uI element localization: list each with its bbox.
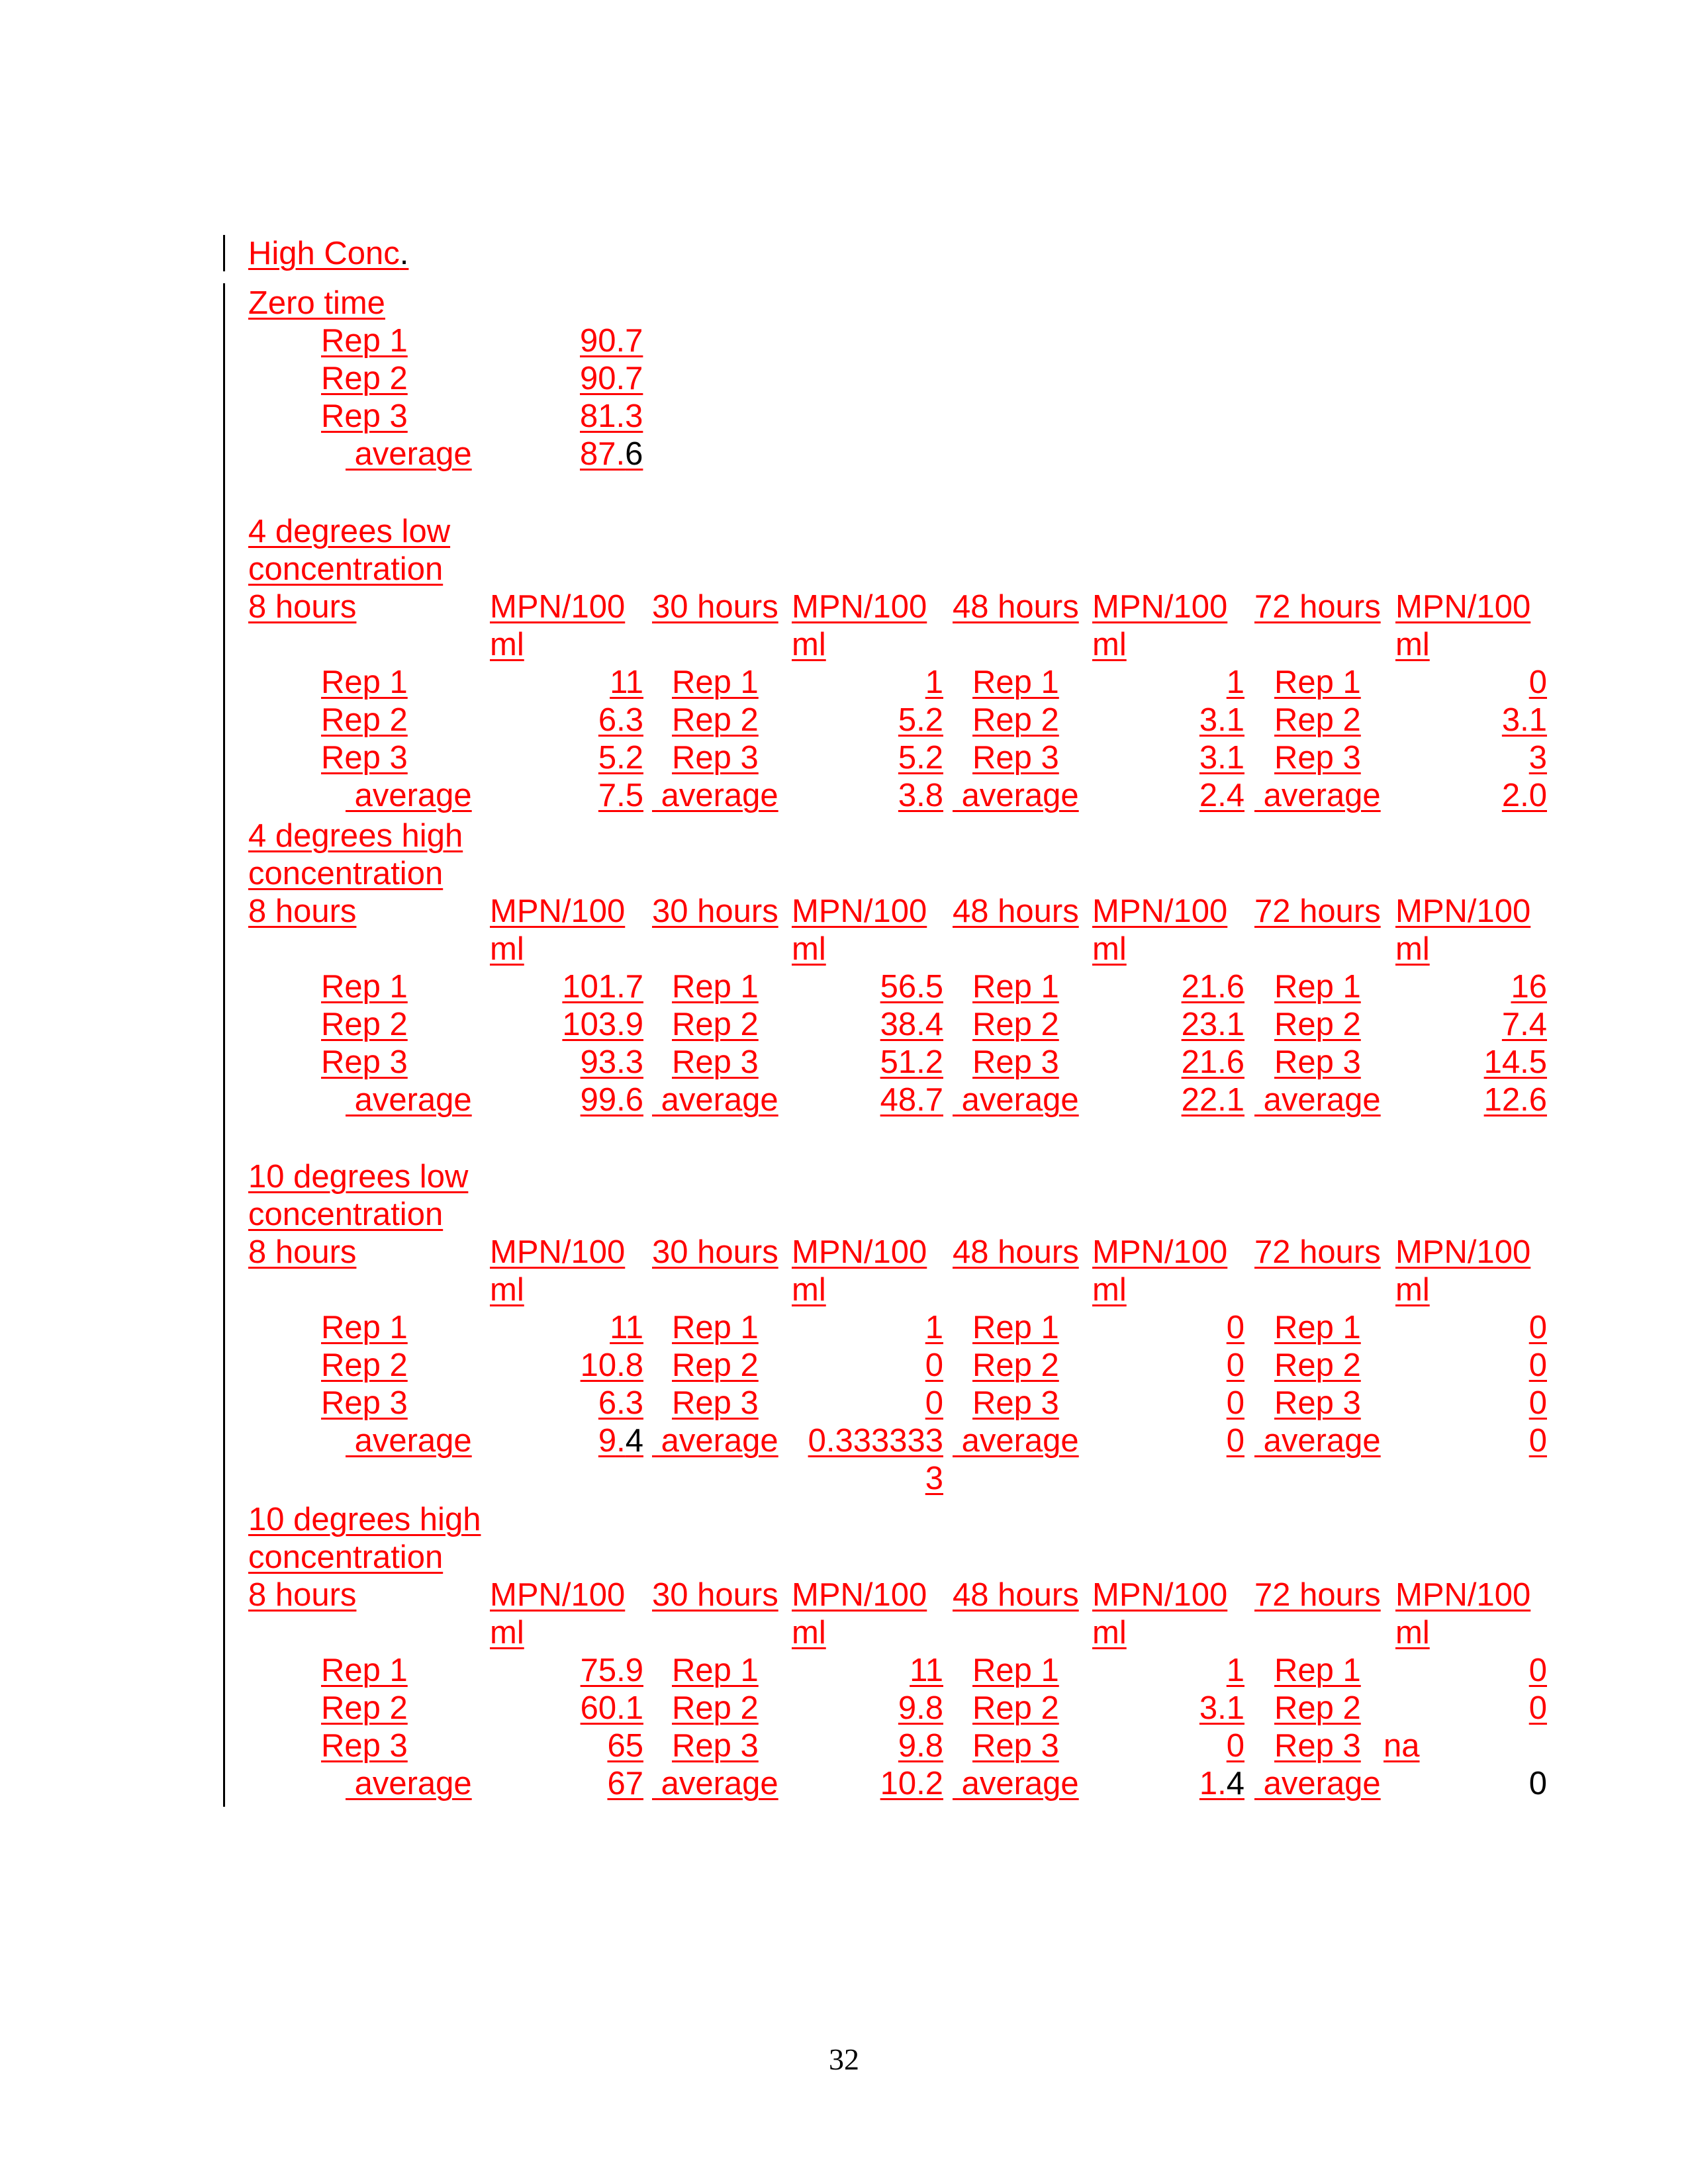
col-header-8-hours: 8 hours: [248, 893, 357, 929]
col-header-ml: ml: [1395, 1272, 1430, 1308]
average-value: 67: [607, 1766, 643, 1801]
col-header-8-hours: 8 hours: [248, 1577, 357, 1613]
col-header-mpn: MPN/100: [792, 893, 927, 929]
cell-value: 21.6: [1181, 969, 1244, 1005]
rep-label: Rep 2: [1274, 1347, 1361, 1383]
rep-label: Rep 3: [1274, 1385, 1361, 1421]
rep-label: Rep 1: [672, 1653, 759, 1688]
rep-label: Rep 3: [1274, 740, 1361, 776]
average-value: 22.1: [1181, 1082, 1244, 1118]
section-title: concentration: [248, 551, 444, 587]
revision-bar: [223, 235, 225, 271]
col-header-72-hours: 72 hours: [1254, 1577, 1381, 1613]
cell-value: 7.4: [1501, 1007, 1547, 1042]
col-header-8-hours: 8 hours: [248, 1234, 357, 1270]
col-header-48-hours: 48 hours: [953, 589, 1079, 625]
cell-value: 9.8: [898, 1728, 943, 1764]
average-label: average: [652, 1082, 778, 1118]
rep-label: Rep 3: [672, 1385, 759, 1421]
col-header-ml: ml: [1092, 1615, 1127, 1651]
col-header-mpn: MPN/100: [792, 589, 927, 625]
average-value: 0: [1528, 1423, 1547, 1459]
cell-value: 5.2: [598, 740, 643, 776]
cell-value: 14.5: [1483, 1044, 1547, 1080]
col-header-ml: ml: [1092, 1272, 1127, 1308]
cell-value: 0: [1528, 1690, 1547, 1726]
rep-label: Rep 2: [672, 1690, 759, 1726]
cell-value: 5.2: [898, 740, 943, 776]
zero-average-value: 87.6: [580, 436, 643, 472]
rep-label: Rep 1: [1274, 969, 1361, 1005]
col-header-mpn: MPN/100: [490, 1577, 626, 1613]
cell-value: 3.1: [1501, 702, 1547, 738]
cell-value: 3.1: [1199, 740, 1244, 776]
average-value: 3.8: [898, 778, 943, 813]
average-value: 10.2: [880, 1766, 943, 1801]
col-header-ml: ml: [792, 931, 826, 967]
rep-label: Rep 3: [672, 1044, 759, 1080]
rep-label: Rep 3: [972, 1385, 1059, 1421]
average-value: 48.7: [880, 1082, 943, 1118]
cell-value: 11: [910, 1653, 943, 1688]
cell-value: 9.8: [898, 1690, 943, 1726]
rep-label: Rep 2: [1274, 702, 1361, 738]
col-header-ml: ml: [1395, 931, 1430, 967]
rep-label: Rep 1: [672, 664, 759, 700]
average-value: 2.4: [1199, 778, 1244, 813]
rep-label: Rep 1: [1274, 1653, 1361, 1688]
cell-value: 65: [607, 1728, 643, 1764]
section-title: 4 degrees high: [248, 818, 463, 854]
average-label: average: [652, 1423, 778, 1459]
rep-label: Rep 1: [672, 1310, 759, 1345]
cell-value: 0: [1226, 1347, 1244, 1383]
cell-value: 103.9: [562, 1007, 643, 1042]
cell-value: 6.3: [598, 1385, 643, 1421]
col-header-30-hours: 30 hours: [652, 1234, 778, 1270]
rep-label: Rep 3: [1274, 1044, 1361, 1080]
average-label: average: [953, 1082, 1079, 1118]
rep-label: Rep 1: [672, 969, 759, 1005]
rep-label: Rep 1: [972, 969, 1059, 1005]
cell-value: 0: [925, 1385, 943, 1421]
rep-label: Rep 2: [321, 1347, 408, 1383]
rep-label: Rep 2: [321, 702, 408, 738]
cell-value: 5.2: [898, 702, 943, 738]
col-header-30-hours: 30 hours: [652, 589, 778, 625]
section-title: 4 degrees low: [248, 514, 451, 549]
rep-label: Rep 1: [321, 1653, 408, 1688]
col-header-8-hours: 8 hours: [248, 589, 357, 625]
rep-label: Rep 2: [672, 1007, 759, 1042]
rep-label: Rep 3: [972, 1044, 1059, 1080]
rep-label: Rep 2: [672, 702, 759, 738]
zero-rep-label: Rep 2: [321, 361, 408, 396]
cell-value: 23.1: [1181, 1007, 1244, 1042]
cell-value: 56.5: [880, 969, 943, 1005]
col-header-ml: ml: [792, 1615, 826, 1651]
col-header-ml: ml: [490, 1272, 524, 1308]
col-header-ml: ml: [1395, 627, 1430, 662]
col-header-72-hours: 72 hours: [1254, 1234, 1381, 1270]
cell-value: 0: [1226, 1310, 1244, 1345]
col-header-mpn: MPN/100: [1092, 589, 1228, 625]
average-label: average: [652, 1766, 778, 1801]
cell-value: 0: [1528, 1653, 1547, 1688]
rep-label: Rep 3: [321, 740, 408, 776]
cell-value: 0: [1528, 664, 1547, 700]
col-header-mpn: MPN/100: [792, 1577, 927, 1613]
cell-value: 0: [1528, 1310, 1547, 1345]
cell-value: 11: [610, 664, 643, 700]
col-header-ml: ml: [1395, 1615, 1430, 1651]
rep-label: Rep 1: [321, 664, 408, 700]
section-title: concentration: [248, 1197, 444, 1232]
col-header-mpn: MPN/100: [1395, 589, 1531, 625]
heading-suffix: .: [399, 236, 409, 271]
col-header-mpn: MPN/100: [1395, 1577, 1531, 1613]
col-header-mpn: MPN/100: [792, 1234, 927, 1270]
average-value: 0.333333: [808, 1423, 943, 1459]
col-header-mpn: MPN/100: [1092, 1234, 1228, 1270]
cell-value: 3.1: [1199, 702, 1244, 738]
zero-rep-label: Rep 1: [321, 323, 408, 359]
cell-value: 60.1: [580, 1690, 643, 1726]
average-label: average: [346, 1423, 472, 1459]
average-label: average: [346, 778, 472, 813]
average-value: 3: [925, 1461, 943, 1496]
rep-label: Rep 1: [1274, 1310, 1361, 1345]
average-value: 0: [1226, 1423, 1244, 1459]
average-label: average: [1254, 1423, 1381, 1459]
revision-bar: [223, 283, 225, 1807]
cell-value: 16: [1511, 969, 1547, 1005]
col-header-ml: ml: [792, 627, 826, 662]
col-header-48-hours: 48 hours: [953, 1577, 1079, 1613]
rep-label: Rep 2: [972, 1347, 1059, 1383]
cell-value: 21.6: [1181, 1044, 1244, 1080]
cell-value: 51.2: [880, 1044, 943, 1080]
average-value: 9.4: [598, 1423, 643, 1459]
col-header-ml: ml: [490, 1615, 524, 1651]
col-header-ml: ml: [792, 1272, 826, 1308]
rep-label: Rep 2: [972, 1690, 1059, 1726]
cell-value: 38.4: [880, 1007, 943, 1042]
zero-rep-label: Rep 3: [321, 398, 408, 434]
rep-label: Rep 3: [672, 1728, 759, 1764]
col-header-mpn: MPN/100: [1092, 893, 1228, 929]
average-label: average: [346, 1082, 472, 1118]
cell-value: 1: [1226, 664, 1244, 700]
rep-label: Rep 1: [321, 1310, 408, 1345]
average-label: average: [953, 778, 1079, 813]
col-header-ml: ml: [490, 627, 524, 662]
rep-label: Rep 1: [972, 1653, 1059, 1688]
rep-label: Rep 2: [672, 1347, 759, 1383]
cell-value: 3.1: [1199, 1690, 1244, 1726]
average-label: average: [1254, 1766, 1381, 1801]
rep-label: Rep 2: [972, 1007, 1059, 1042]
average-label: average: [1254, 1082, 1381, 1118]
col-header-30-hours: 30 hours: [652, 1577, 778, 1613]
rep-label: Rep 3: [672, 740, 759, 776]
average-value: 7.5: [598, 778, 643, 813]
col-header-mpn: MPN/100: [490, 1234, 626, 1270]
average-label: average: [652, 778, 778, 813]
zero-rep-value: 81.3: [580, 398, 643, 434]
section-title: 10 degrees high: [248, 1502, 481, 1537]
rep-label: Rep 3: [972, 740, 1059, 776]
col-header-72-hours: 72 hours: [1254, 893, 1381, 929]
cell-value: na: [1383, 1728, 1420, 1764]
page-number: 32: [829, 2042, 859, 2076]
col-header-mpn: MPN/100: [490, 893, 626, 929]
rep-label: Rep 2: [321, 1690, 408, 1726]
section-title: 10 degrees low: [248, 1159, 469, 1195]
col-header-30-hours: 30 hours: [652, 893, 778, 929]
rep-label: Rep 1: [972, 1310, 1059, 1345]
cell-value: 1: [1226, 1653, 1244, 1688]
rep-label: Rep 2: [972, 702, 1059, 738]
rep-label: Rep 1: [1274, 664, 1361, 700]
page-heading: [248, 235, 408, 273]
zero-time-label: Zero time: [248, 285, 385, 321]
zero-rep-value: 90.7: [580, 361, 643, 396]
cell-value: 0: [1528, 1347, 1547, 1383]
average-label: average: [953, 1423, 1079, 1459]
rep-label: Rep 3: [1274, 1728, 1361, 1764]
rep-label: Rep 3: [972, 1728, 1059, 1764]
col-header-mpn: MPN/100: [1395, 893, 1531, 929]
cell-value: 3: [1528, 740, 1547, 776]
cell-value: 0: [1528, 1385, 1547, 1421]
average-label: average: [346, 1766, 472, 1801]
section-title: concentration: [248, 1539, 444, 1575]
cell-value: 93.3: [580, 1044, 643, 1080]
average-value: 99.6: [580, 1082, 643, 1118]
cell-value: 75.9: [580, 1653, 643, 1688]
cell-value: 6.3: [598, 702, 643, 738]
cell-value: 1: [925, 664, 943, 700]
rep-label: Rep 3: [321, 1044, 408, 1080]
zero-average-label: average: [346, 436, 472, 472]
col-header-mpn: MPN/100: [1092, 1577, 1228, 1613]
rep-label: Rep 3: [321, 1385, 408, 1421]
col-header-ml: ml: [1092, 627, 1127, 662]
average-value: 0: [1528, 1766, 1547, 1801]
average-value: 12.6: [1483, 1082, 1547, 1118]
zero-rep-value: 90.7: [580, 323, 643, 359]
rep-label: Rep 2: [1274, 1007, 1361, 1042]
rep-label: Rep 2: [321, 1007, 408, 1042]
heading-title: High Conc: [248, 236, 400, 271]
average-value: 1.4: [1199, 1766, 1244, 1801]
cell-value: 101.7: [562, 969, 643, 1005]
cell-value: 0: [1226, 1385, 1244, 1421]
cell-value: 1: [925, 1310, 943, 1345]
col-header-mpn: MPN/100: [1395, 1234, 1531, 1270]
average-label: average: [953, 1766, 1079, 1801]
rep-label: Rep 1: [321, 969, 408, 1005]
col-header-48-hours: 48 hours: [953, 1234, 1079, 1270]
col-header-ml: ml: [490, 931, 524, 967]
rep-label: Rep 1: [972, 664, 1059, 700]
cell-value: 11: [610, 1310, 643, 1345]
col-header-ml: ml: [1092, 931, 1127, 967]
col-header-72-hours: 72 hours: [1254, 589, 1381, 625]
cell-value: 0: [1226, 1728, 1244, 1764]
cell-value: 0: [925, 1347, 943, 1383]
col-header-mpn: MPN/100: [490, 589, 626, 625]
col-header-48-hours: 48 hours: [953, 893, 1079, 929]
average-label: average: [1254, 778, 1381, 813]
average-value: 2.0: [1501, 778, 1547, 813]
section-title: concentration: [248, 856, 444, 891]
rep-label: Rep 3: [321, 1728, 408, 1764]
rep-label: Rep 2: [1274, 1690, 1361, 1726]
cell-value: 10.8: [580, 1347, 643, 1383]
